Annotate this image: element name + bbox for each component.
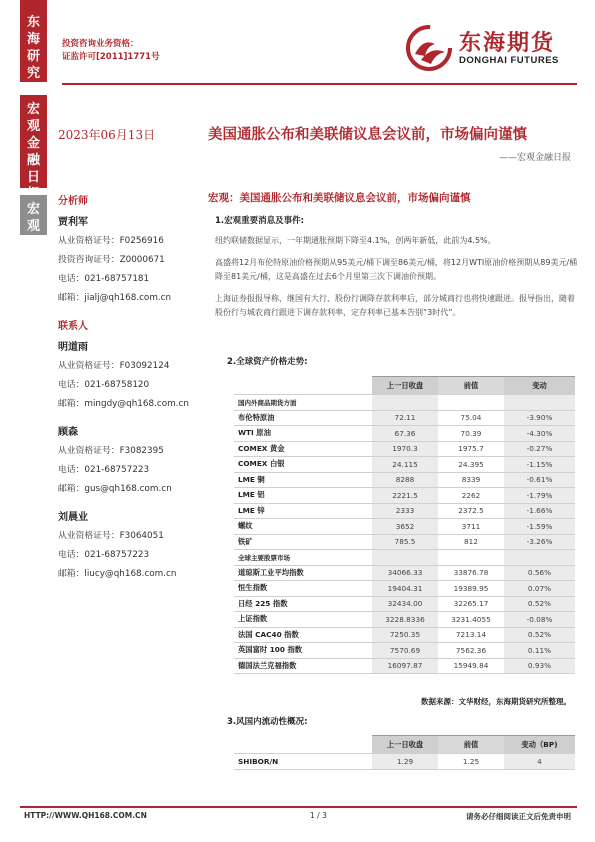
contact-license: 从业资格证号：F3082395 xyxy=(58,446,164,456)
table-header-row xyxy=(234,377,575,395)
cell-previous: 15949.84 xyxy=(438,658,504,674)
row-label: 螺纹 xyxy=(234,519,372,535)
contact-email[interactable]: 邮箱：mingdy@qh168.com.cn xyxy=(58,399,189,409)
contact-name: 明道雨 xyxy=(58,342,88,353)
row-label: SHIBOR/N xyxy=(234,754,372,770)
report-type-char: 日 xyxy=(26,170,40,185)
analyst-license: 从业资格证号：F0256916 xyxy=(58,236,164,246)
company-logo xyxy=(405,24,575,72)
group-label: 国内外商品期货方面 xyxy=(234,395,372,411)
empty-cell xyxy=(504,395,575,411)
cell-change: 4 xyxy=(504,754,575,770)
cell-previous: 1975.7 xyxy=(438,441,504,457)
table-row xyxy=(234,441,575,457)
header-change: 变动 xyxy=(504,377,575,395)
brand-tab-char: 东 xyxy=(26,15,40,30)
contact-card xyxy=(58,338,203,409)
analyst-name: 贾利军 xyxy=(58,217,88,228)
row-label: LME 锌 xyxy=(234,503,372,519)
logo-text-en: DONGHAI FUTURES xyxy=(459,55,559,66)
cell-change: -3.90% xyxy=(504,410,575,426)
cell-last-close: 2221.5 xyxy=(372,488,438,504)
cell-previous: 2262 xyxy=(438,488,504,504)
row-label: 铁矿 xyxy=(234,534,372,550)
cell-last-close: 32434.00 xyxy=(372,596,438,612)
table-row xyxy=(234,534,575,550)
cell-last-close: 3652 xyxy=(372,519,438,535)
main-content xyxy=(208,190,578,328)
news-paragraph: 纽约联储数据显示，一年期通胀预期下降至4.1%，创两年新低，此前为4.5%。 xyxy=(215,236,496,245)
cell-change: 0.93% xyxy=(504,658,575,674)
footer-disclaimer: 请务必仔细阅读正文后免责申明 xyxy=(466,812,571,821)
report-title: 美国通胀公布和美联储议息会议前，市场偏向谨慎 xyxy=(208,126,527,143)
row-label: LME 铜 xyxy=(234,472,372,488)
contact-card xyxy=(58,508,203,579)
category-char: 观 xyxy=(26,219,40,234)
table-row xyxy=(234,488,575,504)
contact-heading: 联系人 xyxy=(58,321,88,332)
cell-last-close: 7250.35 xyxy=(372,627,438,643)
cell-previous: 3231.4055 xyxy=(438,612,504,628)
cell-last-close: 3228.8336 xyxy=(372,612,438,628)
cell-change: -1.15% xyxy=(504,457,575,473)
cell-previous: 812 xyxy=(438,534,504,550)
cell-previous: 70.39 xyxy=(438,426,504,442)
data-source-note: 数据来源：文华财经，东海期货研究所整理。 xyxy=(421,697,571,706)
category-char: 宏 xyxy=(26,202,40,217)
page-number: 1 / 3 xyxy=(310,811,327,820)
liquidity-table xyxy=(234,735,575,770)
header-last-close: 上一日收盘 xyxy=(372,736,438,754)
logo-text-cn: 东海期货 xyxy=(459,30,556,56)
row-label: 英国富时 100 指数 xyxy=(234,643,372,659)
license-line-2: 证监许可[2011]1771号 xyxy=(62,52,160,62)
cell-last-close: 785.5 xyxy=(372,534,438,550)
asset-price-heading: 2.全球资产价格走势: xyxy=(227,357,308,367)
empty-cell xyxy=(438,550,504,566)
row-label: 布伦特原油 xyxy=(234,410,372,426)
report-type-tab xyxy=(20,95,47,188)
report-type-char: 宏 xyxy=(26,102,40,117)
license-info xyxy=(62,38,160,64)
analyst-advisory-license: 投资咨询证号：Z0000671 xyxy=(58,255,165,265)
empty-cell xyxy=(372,395,438,411)
asset-price-table xyxy=(234,376,575,674)
report-subtitle: ——宏观金融日报 xyxy=(498,153,571,163)
cell-change: -3.26% xyxy=(504,534,575,550)
group-label: 全球主要股票市场 xyxy=(234,550,372,566)
report-type-char: 融 xyxy=(26,153,40,168)
row-label: COMEX 白银 xyxy=(234,457,372,473)
empty-cell xyxy=(504,550,575,566)
analyst-sidebar xyxy=(58,192,203,593)
header-last-close: 上一日收盘 xyxy=(372,377,438,395)
brand-tab xyxy=(20,0,47,82)
table-row xyxy=(234,643,575,659)
cell-change: -1.79% xyxy=(504,488,575,504)
row-label: 德国法兰克福指数 xyxy=(234,658,372,674)
cell-change: 0.52% xyxy=(504,627,575,643)
contact-email[interactable]: 邮箱：gus@qh168.com.cn xyxy=(58,484,172,494)
empty-cell xyxy=(438,395,504,411)
cell-change: 0.11% xyxy=(504,643,575,659)
cell-change: 0.07% xyxy=(504,581,575,597)
cell-previous: 7562.36 xyxy=(438,643,504,659)
contact-license: 从业资格证号：F03092124 xyxy=(58,361,170,371)
contact-name: 刘晨业 xyxy=(58,512,88,523)
footer-url-link[interactable]: HTTP://WWW.QH168.COM.CN xyxy=(24,811,147,820)
cell-previous: 32265.17 xyxy=(438,596,504,612)
contact-license: 从业资格证号：F3064051 xyxy=(58,531,164,541)
cell-last-close: 16097.87 xyxy=(372,658,438,674)
cell-change: -4.30% xyxy=(504,426,575,442)
news-paragraph: 高盛将12月布伦特原油价格预期从95美元/桶下调至86美元/桶，将12月WTI原油价格预期从89美元/桶降至81美元/桶，这是高盛在过去6个月里第三次下调油价预期。 xyxy=(215,258,578,281)
news-paragraph: 上海证券报报导称，继国有大行、股份行调降存款利率后，部分城商行也将快速跟进。报导指出，随着股份行与城农商行跟进下调存款利率，定存利率已基本告别“3时代”。 xyxy=(215,294,575,317)
table-corner xyxy=(234,736,372,754)
analyst-card xyxy=(58,213,203,303)
table-corner xyxy=(234,377,372,395)
row-label: COMEX 黄金 xyxy=(234,441,372,457)
row-label: 法国 CAC40 指数 xyxy=(234,627,372,643)
table-row xyxy=(234,627,575,643)
license-line-1: 投资咨询业务资格： xyxy=(62,39,139,49)
table-row xyxy=(234,457,575,473)
table-row xyxy=(234,596,575,612)
table-row xyxy=(234,581,575,597)
row-label: WTI 原油 xyxy=(234,426,372,442)
cell-last-close: 2333 xyxy=(372,503,438,519)
header-previous: 前值 xyxy=(438,377,504,395)
news-heading: 1.宏观重要消息及事件: xyxy=(215,216,305,226)
table-group-row xyxy=(234,550,575,566)
cell-last-close: 67.36 xyxy=(372,426,438,442)
cell-last-close: 1.29 xyxy=(372,754,438,770)
cell-previous: 1.25 xyxy=(438,754,504,770)
cell-last-close: 1970.3 xyxy=(372,441,438,457)
category-tab xyxy=(20,195,47,235)
cell-previous: 3711 xyxy=(438,519,504,535)
cell-change: -1.59% xyxy=(504,519,575,535)
cell-change: -0.61% xyxy=(504,472,575,488)
cell-last-close: 34066.33 xyxy=(372,565,438,581)
cell-change: -0.27% xyxy=(504,441,575,457)
empty-cell xyxy=(372,550,438,566)
analyst-phone: 电话：021-68757181 xyxy=(58,274,150,284)
cell-previous: 8339 xyxy=(438,472,504,488)
cell-last-close: 8288 xyxy=(372,472,438,488)
section-title: 宏观：美国通胀公布和美联储议息会议前，市场偏向谨慎 xyxy=(208,192,471,204)
table-row xyxy=(234,754,575,770)
report-date: 2023年06月13日 xyxy=(58,128,156,142)
header-divider xyxy=(62,83,577,85)
row-label: 日经 225 指数 xyxy=(234,596,372,612)
analyst-heading: 分析师 xyxy=(58,196,88,207)
cell-change: 0.52% xyxy=(504,596,575,612)
cell-previous: 7213.14 xyxy=(438,627,504,643)
wave-logo-icon xyxy=(405,24,455,72)
cell-change: 0.56% xyxy=(504,565,575,581)
report-type-char: 金 xyxy=(26,136,40,151)
cell-previous: 33876.78 xyxy=(438,565,504,581)
contact-phone: 电话：021-68757223 xyxy=(58,550,150,560)
table-group-row xyxy=(234,395,575,411)
table-row xyxy=(234,410,575,426)
contact-card xyxy=(58,423,203,494)
cell-last-close: 7570.69 xyxy=(372,643,438,659)
row-label: LME 铝 xyxy=(234,488,372,504)
report-type-char: 观 xyxy=(26,119,40,134)
table-row xyxy=(234,612,575,628)
footer-divider xyxy=(20,806,577,808)
row-label: 恒生指数 xyxy=(234,581,372,597)
contact-email[interactable]: 邮箱：liucy@qh168.com.cn xyxy=(58,569,177,579)
cell-change: -1.66% xyxy=(504,503,575,519)
table-row xyxy=(234,472,575,488)
cell-previous: 24.395 xyxy=(438,457,504,473)
cell-last-close: 72.11 xyxy=(372,410,438,426)
header-previous: 前值 xyxy=(438,736,504,754)
cell-previous: 75.04 xyxy=(438,410,504,426)
table-header-row xyxy=(234,736,575,754)
brand-tab-char: 海 xyxy=(26,32,40,47)
cell-change: -0.08% xyxy=(504,612,575,628)
table-row xyxy=(234,658,575,674)
analyst-email[interactable]: 邮箱：jialj@qh168.com.cn xyxy=(58,293,172,303)
contact-name: 顾森 xyxy=(58,427,78,438)
header-change-bp: 变动（BP) xyxy=(504,736,575,754)
cell-previous: 19389.95 xyxy=(438,581,504,597)
table-row xyxy=(234,503,575,519)
cell-last-close: 24.115 xyxy=(372,457,438,473)
cell-previous: 2372.5 xyxy=(438,503,504,519)
liquidity-heading: 3.风国内流动性概况: xyxy=(227,717,308,727)
brand-tab-char: 究 xyxy=(26,66,40,81)
row-label: 上证指数 xyxy=(234,612,372,628)
brand-tab-char: 研 xyxy=(26,49,40,64)
cell-last-close: 19404.31 xyxy=(372,581,438,597)
table-row xyxy=(234,519,575,535)
row-label: 道琼斯工业平均指数 xyxy=(234,565,372,581)
table-row xyxy=(234,565,575,581)
contact-phone: 电话：021-68758120 xyxy=(58,380,150,390)
table-row xyxy=(234,426,575,442)
contact-phone: 电话：021-68757223 xyxy=(58,465,150,475)
